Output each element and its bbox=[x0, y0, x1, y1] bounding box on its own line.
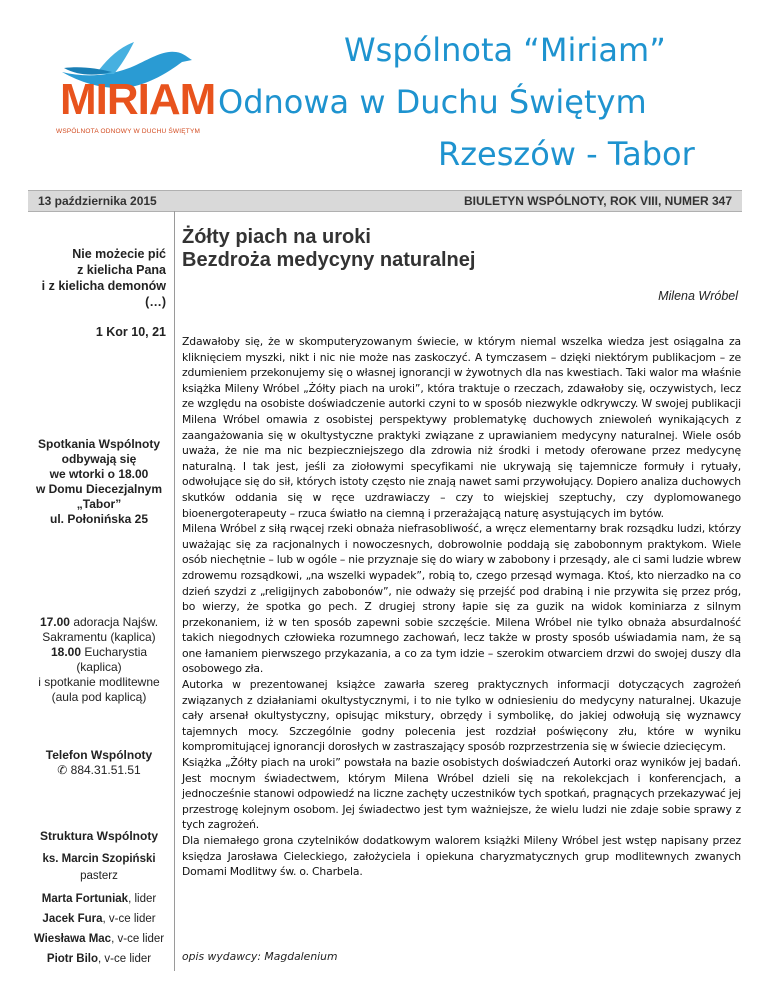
quote-line: i z kielicha demonów bbox=[41, 279, 166, 293]
member-role: , v-ce lider bbox=[111, 933, 165, 945]
meetings-line: „Tabor” bbox=[76, 497, 122, 511]
member-role: pasterz bbox=[80, 870, 118, 882]
column-divider bbox=[174, 211, 175, 971]
sidebar-structure bbox=[28, 829, 170, 972]
member-name: Jacek Fura bbox=[42, 913, 103, 925]
meetings-line: we wtorki o 18.00 bbox=[49, 467, 149, 481]
logo-subtitle: WSPÓLNOTA ODNOWY W DUCHU ŚWIĘTYM bbox=[56, 128, 201, 135]
schedule-text: Sakramentu (kaplica) bbox=[42, 630, 156, 644]
bulletin-bar bbox=[28, 190, 742, 212]
header-title-line2: Odnowa w Duchu Świętym bbox=[218, 83, 647, 121]
article-paragraph: Zdawałoby się, że w skomputeryzowanym świecie, w którym niemal wszelka wiedza jest osiągalna za kliknięciem myszki, nikt i nic nie może nas zaskoczyć. A tymczasem – dzięki niektórym publikacjom – ze zdumieniem przekonujemy się o własnej ignorancji w żywotnych dla nas kwestiach. Taki walor ma właśnie książka Mileny Wróbel „Żółty piach na uroki”, która traktuje o rzeczach, zdawałoby się, oczywistych, lecz ze względu na osobiste doświadczenie autorki czyni to w sposób niezwykle odkrywczy. W swojej publikacji Milena Wróbel omawia z osobistej perspektywy problematykę duchowych zniewoleń wynikających z zaangażowania się w okultystyczne praktyki związane z uprawianiem medycyny naturalnej. Wiele osób uważa, że nie ma nic bezpieczniejszego dla zdrowia niż środki i metody oferowane przez medycynę naturalną. I tak jest, jeśli za ziołowymi specyfikami nie ukrywają się tajemnicze formuły i rytuały, odwołujące się do sił, których istoty często nie znają nawet sami przywołujący. Dopiero analiza duchowych skutków oddania się w ręce uzdrawiaczy – czy to wiejskiej szeptuchy, czy dyplomowanego bioenergoterapeuty – rzuca światło na ciemną i przerażającą naturę asystujących im bytów. bbox=[182, 335, 741, 520]
quote-line: z kielicha Pana bbox=[77, 263, 166, 277]
sidebar-meetings bbox=[28, 437, 170, 527]
logo bbox=[56, 38, 216, 148]
quote-line: (…) bbox=[145, 295, 166, 309]
quote-line: Nie możecie pić bbox=[72, 247, 166, 261]
member-name: Marta Fortuniak bbox=[41, 893, 129, 905]
bulletin-issue: BIULETYN WSPÓLNOTY, ROK VIII, NUMER 347 bbox=[463, 194, 732, 208]
member-name: Piotr Bilo bbox=[46, 953, 99, 965]
article-paragraph: Milena Wróbel z siłą rwącej rzeki obnaża niefrasobliwość, a wręcz elementarny brak rozsądku ludzi, którzy uważając się za racjonalnych i nowoczesnych, dobrowolnie poddają się zabobonnym praktykom. Wiele osób niechętnie – lub w ogóle – nie przyznaje się do wiary w zabobony i przesądy, ale ci sami ludzie wbrew zdrowemu rozsądkowi, „na wszelki wypadek”, robią to, czego przesąd wymaga. Ktoś, kto nierzadko na co dzień szydzi z „religijnych zabobonów”, nie odważy się przejść pod drabiną i nie przywita się przez próg, bo wierzy, że spotka go pech. Z drugiej strony łapie się za guzik na widok kominiarza z silnym przekonaniem, iż w ten sposób zapewni sobie szczęście. Milena Wróbel nie tylko obnaża absurdalność takich niegodnych człowieka rozumnego zachowań, lecz także w prosty sposób uświadamia nam, że są one łamaniem pierwszego przykazania, a co za tym idzie – szerokim otwarciem drzwi do swojej duszy dla osobowego zła. bbox=[182, 522, 741, 676]
meetings-line: ul. Połonińska 25 bbox=[49, 512, 149, 526]
member-name: ks. Marcin Szopiński bbox=[42, 853, 156, 865]
schedule-time: 17.00 bbox=[39, 615, 70, 629]
publisher-note: opis wydawcy: Magdalenium bbox=[182, 950, 338, 963]
member-name: Wiesława Mac bbox=[33, 933, 112, 945]
sidebar-quote bbox=[42, 246, 166, 310]
sidebar-phone bbox=[28, 748, 170, 778]
schedule-text: adoracja Najśw. bbox=[69, 615, 159, 629]
schedule-time: 18.00 bbox=[50, 645, 81, 659]
article-paragraph: Dla niemałego grona czytelników dodatkowym walorem książki Mileny Wróbel jest wstęp napisany przez księdza Jarosława Cieleckiego, założyciela i opiekuna charyzmatycznych grup modlitewnych zwanych Domami Modlitwy św. o. Charbela. bbox=[182, 834, 741, 879]
article-paragraph: Autorka w prezentowanej książce zawarła szereg praktycznych informacji dotyczących zagrożeń związanych z działaniami okultystycznymi, i to nie tylko w odniesieniu do medycyny naturalnej. Ukazuje cały arsenał okultystyczny, opisując mikstury, obrzędy i symbolikę, do jakiej odwołują się wyznawcy tajemnych mocy. Szczególnie godny polecenia jest rozdział poświęcony złu, które w wyniku kompromitującej ignorancji dorosłych w zastraszający sposób rozprzestrzenia się w świecie dziecięcym. bbox=[182, 678, 741, 754]
article-body bbox=[182, 334, 741, 880]
article-author: Milena Wróbel bbox=[658, 289, 738, 303]
member-role: , lider bbox=[128, 893, 157, 905]
phone-number: 884.31.51.51 bbox=[67, 763, 141, 777]
sidebar-schedule bbox=[28, 615, 170, 705]
article-paragraph: Książka „Żółty piach na uroki” powstała na bazie osobistych doświadczeń Autorki oraz wyników jej badań. Jest mocnym świadectwem, którym Milena Wróbel dzieli się na rekolekcjach i konferencjach, a jednocześnie stanowi odpowiedź na liczne zachęty uczestników tych spotkań, pragnących przekazywać jej przestrogę kolejnym osobom. Jej świadectwo jest tym ważniejsze, że wielu ludzi nie zdaje sobie sprawy z tych zagrożeń. bbox=[182, 756, 741, 832]
structure-title: Struktura Wspólnoty bbox=[39, 829, 158, 843]
header-title-line1: Wspólnota “Miriam” bbox=[344, 31, 666, 69]
sidebar-reference: 1 Kor 10, 21 bbox=[95, 325, 166, 339]
header-title-line3: Rzeszów - Tabor bbox=[438, 135, 695, 173]
meetings-line: Spotkania Wspólnoty bbox=[37, 437, 160, 451]
article-title bbox=[182, 226, 475, 272]
schedule-text: i spotkanie modlitewne bbox=[38, 675, 160, 689]
member-role: , v-ce lider bbox=[102, 913, 156, 925]
article-title-line1: Żółty piach na uroki bbox=[182, 226, 371, 248]
schedule-text: Eucharystia (kaplica) bbox=[76, 645, 148, 674]
bulletin-date: 13 października 2015 bbox=[38, 194, 157, 208]
schedule-text: (aula pod kaplicą) bbox=[51, 690, 147, 704]
meetings-line: w Domu Diecezjalnym bbox=[35, 482, 163, 496]
member-role: , v-ce lider bbox=[98, 953, 152, 965]
logo-word: MIRIAM bbox=[60, 75, 216, 124]
phone-icon: ✆ bbox=[57, 763, 68, 777]
meetings-line: odbywają się bbox=[61, 452, 137, 466]
phone-label: Telefon Wspólnoty bbox=[45, 748, 153, 762]
article-title-line2: Bezdroża medycyny naturalnej bbox=[182, 249, 476, 271]
